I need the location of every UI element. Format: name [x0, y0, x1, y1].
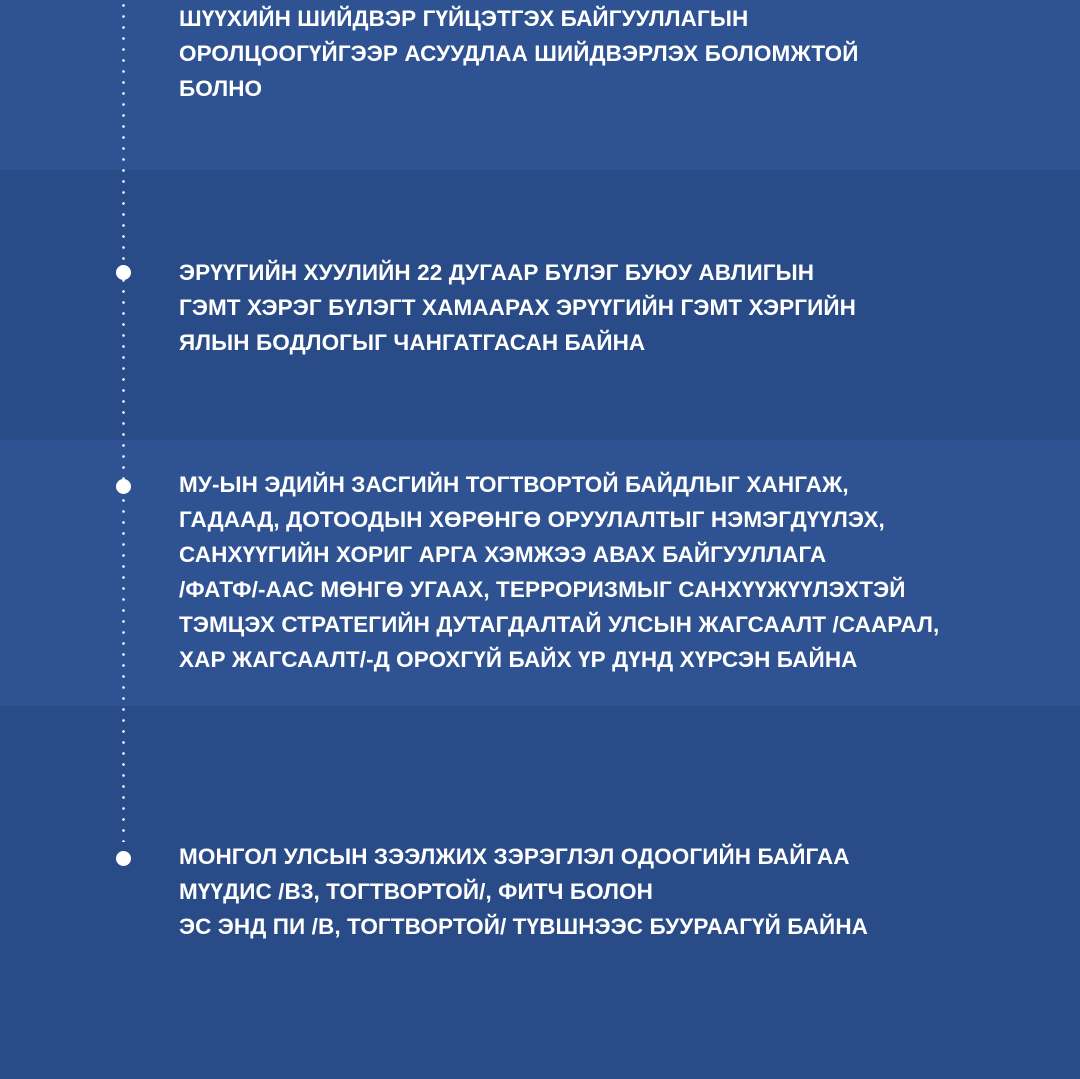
text-line: ТЭМЦЭХ СТРАТЕГИЙН ДУТАГДАЛТАЙ УЛСЫН ЖАГСААЛТ /СААРАЛ, [179, 612, 940, 637]
timeline-dotted-line [122, 0, 125, 842]
timeline-item-text [179, 1, 1039, 106]
text-line: ЭРҮҮГИЙН ХУУЛИЙН 22 ДУГААР БҮЛЭГ БУЮУ АВЛИГЫН [179, 260, 815, 285]
timeline-item-text [179, 255, 1039, 360]
timeline-item-text [179, 467, 1039, 677]
text-line: ГЭМТ ХЭРЭГ БҮЛЭГТ ХАМААРАХ ЭРҮҮГИЙН ГЭМТ ХЭРГИЙН [179, 295, 856, 320]
text-line: БОЛНО [179, 76, 263, 101]
text-line: ГАДААД, ДОТООДЫН ХӨРӨНГӨ ОРУУЛАЛТЫГ НЭМЭГДҮҮЛЭХ, [179, 507, 885, 532]
text-line: САНХҮҮГИЙН ХОРИГ АРГА ХЭМЖЭЭ АВАХ БАЙГУУЛЛАГА [179, 542, 827, 567]
timeline-bullet-icon [116, 265, 131, 280]
timeline-bullet-icon [116, 479, 131, 494]
text-line: ХАР ЖАГСААЛТ/-Д ОРОХГҮЙ БАЙХ ҮР ДҮНД ХҮРСЭН БАЙНА [179, 647, 858, 672]
text-line: МУ-ЫН ЭДИЙН ЗАСГИЙН ТОГТВОРТОЙ БАЙДЛЫГ ХАНГАЖ, [179, 472, 849, 497]
text-line: МҮҮДИС /B3, ТОГТВОРТОЙ/, ФИТЧ БОЛОН [179, 879, 654, 904]
text-line: МОНГОЛ УЛСЫН ЗЭЭЛЖИХ ЗЭРЭГЛЭЛ ОДООГИЙН БАЙГАА [179, 844, 850, 869]
timeline-bullet-icon [116, 851, 131, 866]
text-line: ОРОЛЦООГҮЙГЭЭР АСУУДЛАА ШИЙДВЭРЛЭХ БОЛОМЖТОЙ [179, 41, 859, 66]
text-line: ЯЛЫН БОДЛОГЫГ ЧАНГАТГАСАН БАЙНА [179, 330, 646, 355]
text-line: ЭС ЭНД ПИ /B, ТОГТВОРТОЙ/ ТҮВШНЭЭС БУУРААГҮЙ БАЙНА [179, 914, 869, 939]
text-line: ШҮҮХИЙН ШИЙДВЭР ГҮЙЦЭТГЭХ БАЙГУУЛЛАГЫН [179, 6, 749, 31]
timeline-item-text [179, 839, 1039, 944]
text-line: /ФАТФ/-ААС МӨНГӨ УГААХ, ТЕРРОРИЗМЫГ САНХҮҮЖҮҮЛЭХТЭЙ [179, 577, 906, 602]
